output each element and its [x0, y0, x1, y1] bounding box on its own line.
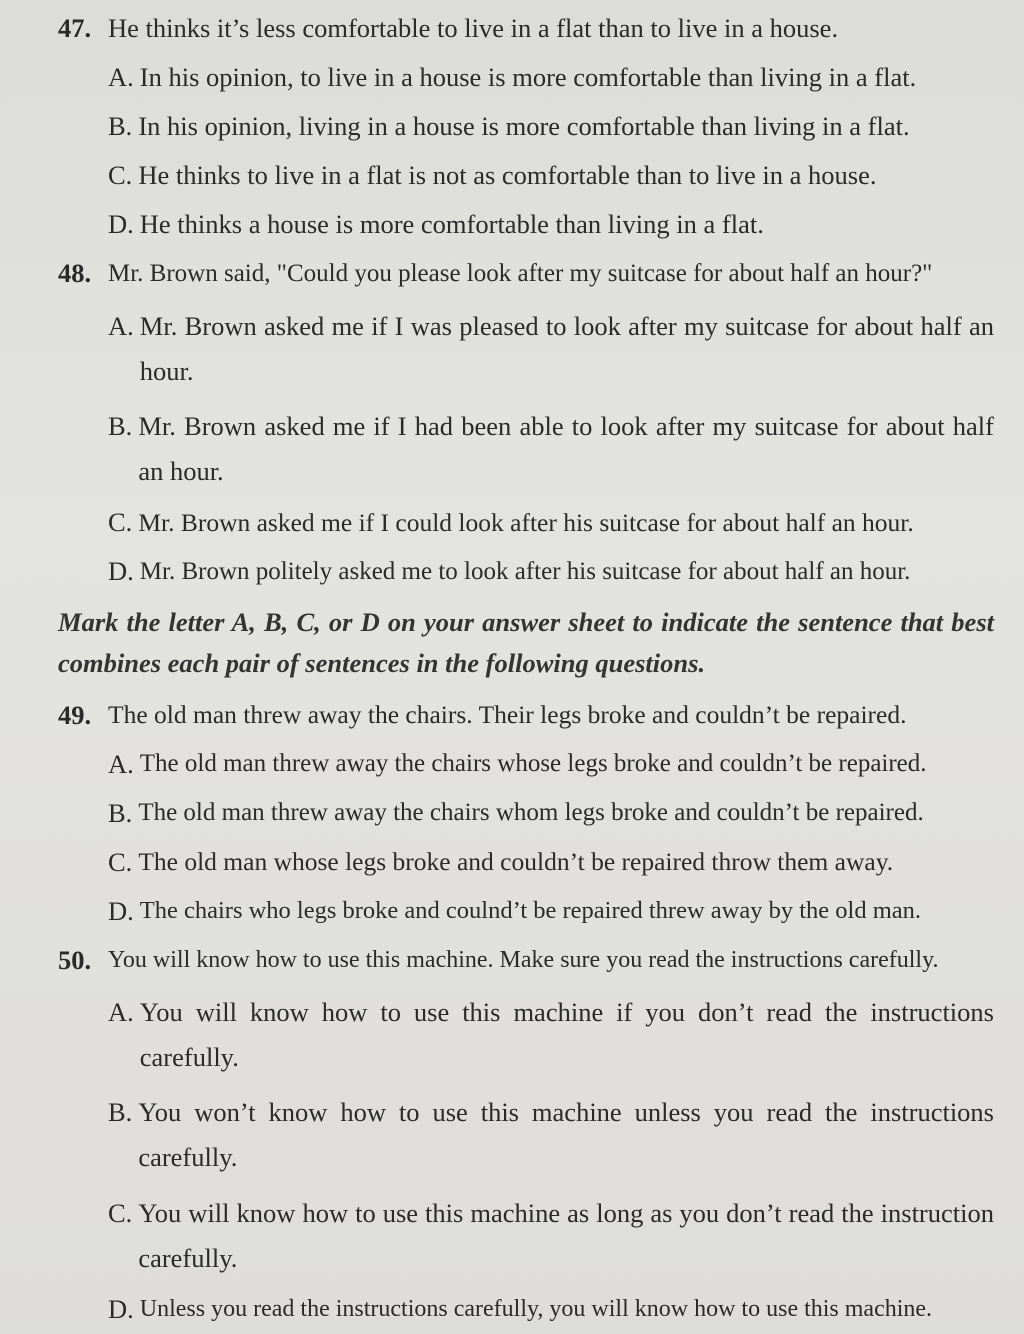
option-letter: C. [108, 507, 133, 538]
question-stem [58, 690, 994, 739]
option-text: You won’t know how to use this machine unless you read the instructions carefully. [138, 1097, 994, 1173]
option-letter: B. [108, 411, 133, 442]
option-letter: B. [108, 1097, 133, 1128]
option-text: The old man threw away the chairs whom legs broke and couldn’t be repaired. [138, 799, 924, 827]
option-letter: C. [108, 1197, 133, 1228]
option-a [58, 53, 994, 102]
option-text: Mr. Brown asked me if I had been able to look after my suitcase for about half an hour. [138, 411, 994, 487]
option-text: You will know how to use this machine if you don’t read the instructions carefully. [139, 997, 994, 1073]
option-text: The old man whose legs broke and couldn’t be repaired throw them away. [138, 847, 894, 877]
option-letter: B. [108, 111, 133, 142]
option-c [58, 837, 994, 886]
option-b [58, 102, 994, 151]
option-a [58, 984, 994, 1084]
option-letter: C. [108, 160, 133, 191]
option-letter: A. [108, 748, 134, 779]
option-d [58, 200, 994, 249]
option-text: In his opinion, living in a house is more comfortable than living in a flat. [138, 111, 910, 142]
option-text: The old man threw away the chairs whose legs broke and couldn’t be repaired. [139, 750, 927, 778]
option-text: He thinks a house is more comfortable than living in a flat. [139, 209, 764, 240]
question-text: Mr. Brown said, "Could you please look after my suitcase for about half an hour?" [108, 260, 933, 287]
option-text: In his opinion, to live in a house is more comfortable than living in a flat. [139, 62, 917, 93]
option-a [58, 298, 994, 398]
option-letter: B. [108, 797, 133, 828]
option-d [58, 547, 994, 596]
option-letter: D. [108, 556, 134, 587]
question-number: 48. [58, 258, 92, 289]
option-text: The chairs who legs broke and coulnd’t be repaired threw away by the old man. [139, 896, 922, 924]
section-instruction: Mark the letter A, B, C, or D on your answer sheet to indicate the sentence that best combines each pair of sentences in the following questions. [58, 607, 994, 679]
option-text: Mr. Brown politely asked me to look after his suitcase for about half an hour. [139, 558, 911, 586]
question-number: 50. [58, 944, 92, 975]
option-c [58, 151, 994, 200]
question-number: 47. [58, 13, 92, 44]
option-letter: A. [108, 997, 134, 1028]
question-text: He thinks it’s less comfortable to live in a flat than to live in a house. [108, 13, 839, 44]
question-stem [58, 249, 994, 298]
option-b [58, 1084, 994, 1184]
option-d [58, 1285, 994, 1334]
question-text: You will know how to use this machine. Make sure you read the instructions carefully. [108, 946, 939, 973]
option-letter: A. [108, 311, 134, 341]
option-b [58, 788, 994, 837]
option-letter: A. [108, 62, 134, 93]
option-letter: D. [108, 895, 134, 926]
question-49 [58, 690, 994, 935]
option-text: Unless you read the instructions carefully, you will know how to use this machine. [139, 1296, 933, 1323]
option-text: He thinks to live in a flat is not as comfortable than to live in a house. [138, 160, 877, 191]
question-stem [58, 4, 994, 53]
question-47 [58, 4, 994, 249]
option-text: Mr. Brown asked me if I could look after his suitcase for about half an hour. [138, 507, 914, 537]
option-letter: C. [108, 846, 133, 877]
option-text: Mr. Brown asked me if I was pleased to look after my suitcase for about half an hour. [139, 311, 994, 387]
option-d [58, 886, 994, 935]
option-letter: D. [108, 1293, 134, 1324]
option-c [58, 498, 994, 547]
option-letter: D. [108, 209, 134, 240]
option-c [58, 1185, 994, 1285]
option-b [58, 398, 994, 498]
question-50 [58, 935, 994, 1333]
question-stem [58, 935, 994, 984]
question-text: The old man threw away the chairs. Their legs broke and couldn’t be repaired. [108, 700, 907, 730]
option-text: You will know how to use this machine as long as you don’t read the instruction carefully. [138, 1197, 994, 1273]
question-number: 49. [58, 699, 92, 730]
option-a [58, 739, 994, 788]
question-48 [58, 249, 994, 596]
